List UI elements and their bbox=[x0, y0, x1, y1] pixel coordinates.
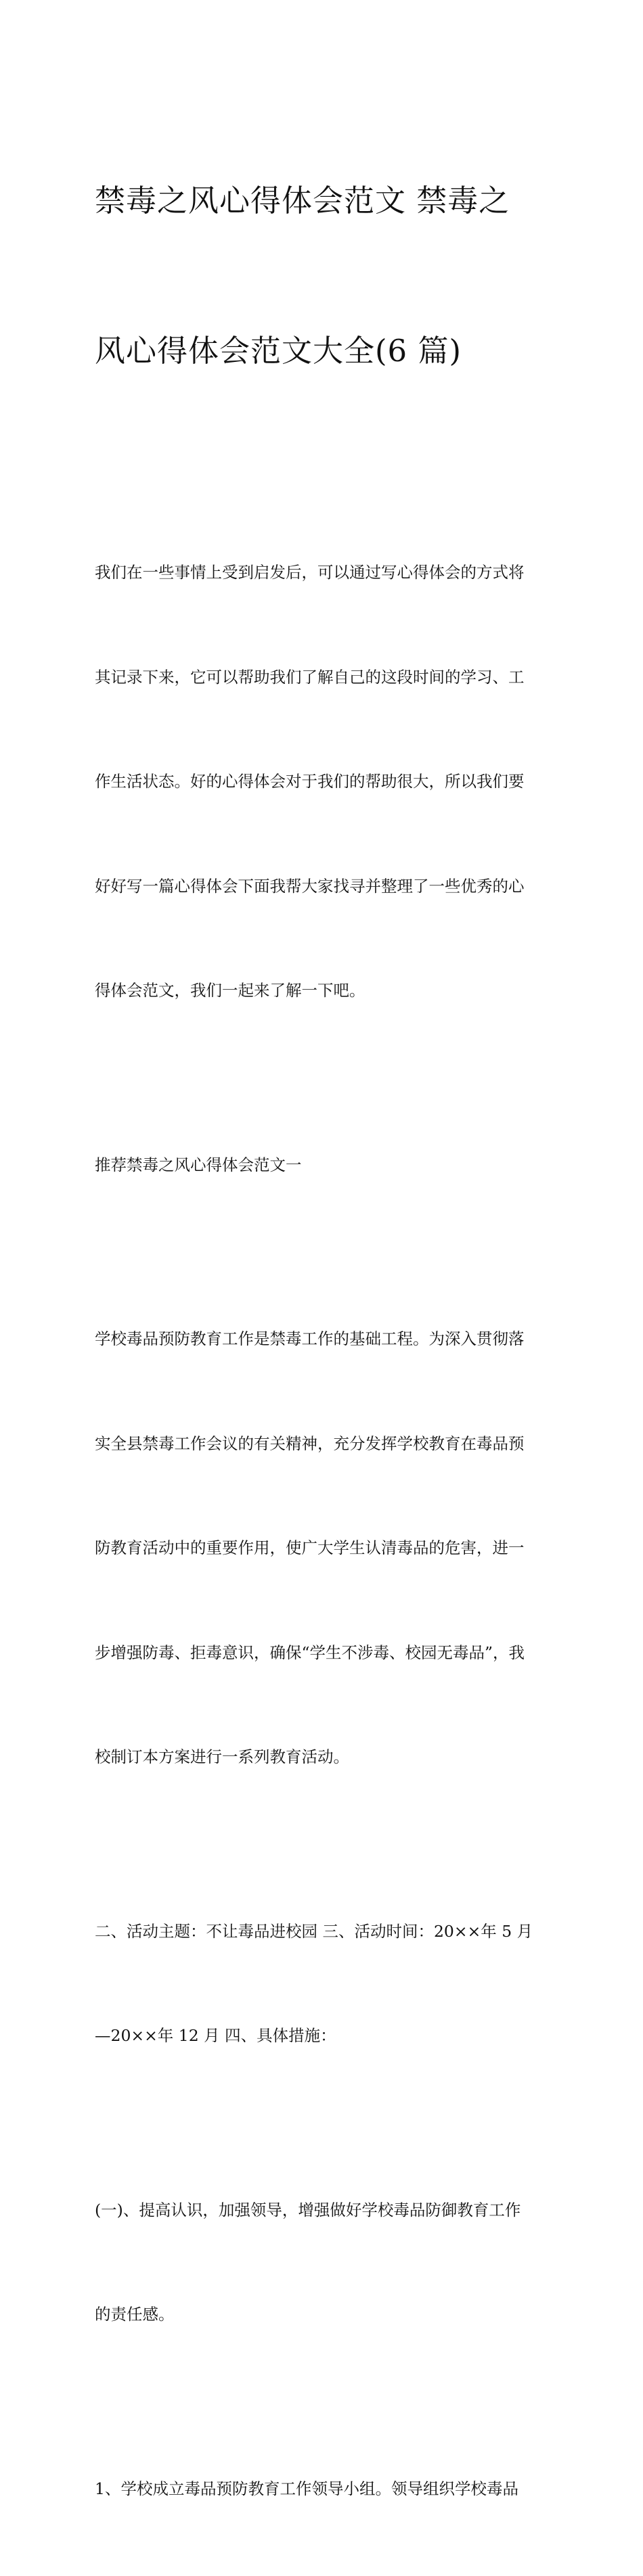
numbered-item-paragraph bbox=[95, 2402, 552, 2576]
paragraph-line: 好好写一篇心得体会下面我帮大家找寻并整理了一些优秀的心 bbox=[95, 869, 552, 904]
body-paragraph bbox=[95, 1252, 552, 1845]
paragraph-line: 步增强防毒、拒毒意识，确保“学生不涉毒、校园无毒品”，我 bbox=[95, 1636, 552, 1671]
section-heading bbox=[95, 1078, 552, 1253]
paragraph-line: 的责任感。 bbox=[95, 2297, 552, 2332]
paragraph-line: 1、学校成立毒品预防教育工作领导小组。领导组织学校毒品 bbox=[95, 2472, 552, 2507]
paragraph-line: —20××年 12 月 四、具体措施： bbox=[95, 2019, 552, 2054]
paragraph-line: 校制订本方案进行一系列教育活动。 bbox=[95, 1740, 552, 1775]
document-page bbox=[95, 76, 552, 2576]
paragraph-line: 我们在一些事情上受到启发后，可以通过写心得体会的方式将 bbox=[95, 555, 552, 591]
paragraph-line: 其记录下来，它可以帮助我们了解自己的这段时间的学习、工 bbox=[95, 660, 552, 695]
intro-paragraph bbox=[95, 486, 552, 1078]
document-title bbox=[95, 76, 552, 476]
paragraph-line: 防教育活动中的重要作用，使广大学生认清毒品的危害，进一 bbox=[95, 1531, 552, 1566]
paragraph-line: 推荐禁毒之风心得体会范文一 bbox=[95, 1148, 552, 1183]
title-line: 风心得体会范文大全(6 篇) bbox=[95, 326, 552, 376]
paragraph-line: 作生活状态。好的心得体会对于我们的帮助很大，所以我们要 bbox=[95, 764, 552, 800]
paragraph-line: 实全县禁毒工作会议的有关精神，充分发挥学校教育在毒品预 bbox=[95, 1427, 552, 1462]
paragraph-line: (一)、提高认识，加强领导，增强做好学校毒品防御教育工作 bbox=[95, 2193, 552, 2228]
paragraph-line: 二、活动主题：不让毒品进校园 三、活动时间：20××年 5 月 bbox=[95, 1914, 552, 1950]
paragraph-line: 学校毒品预防教育工作是禁毒工作的基础工程。为深入贯彻落 bbox=[95, 1322, 552, 1357]
title-line: 禁毒之风心得体会范文 禁毒之 bbox=[95, 176, 552, 226]
activity-info-paragraph bbox=[95, 1845, 552, 2123]
paragraph-line: 得体会范文，我们一起来了解一下吧。 bbox=[95, 973, 552, 1009]
measure-heading-paragraph bbox=[95, 2123, 552, 2402]
